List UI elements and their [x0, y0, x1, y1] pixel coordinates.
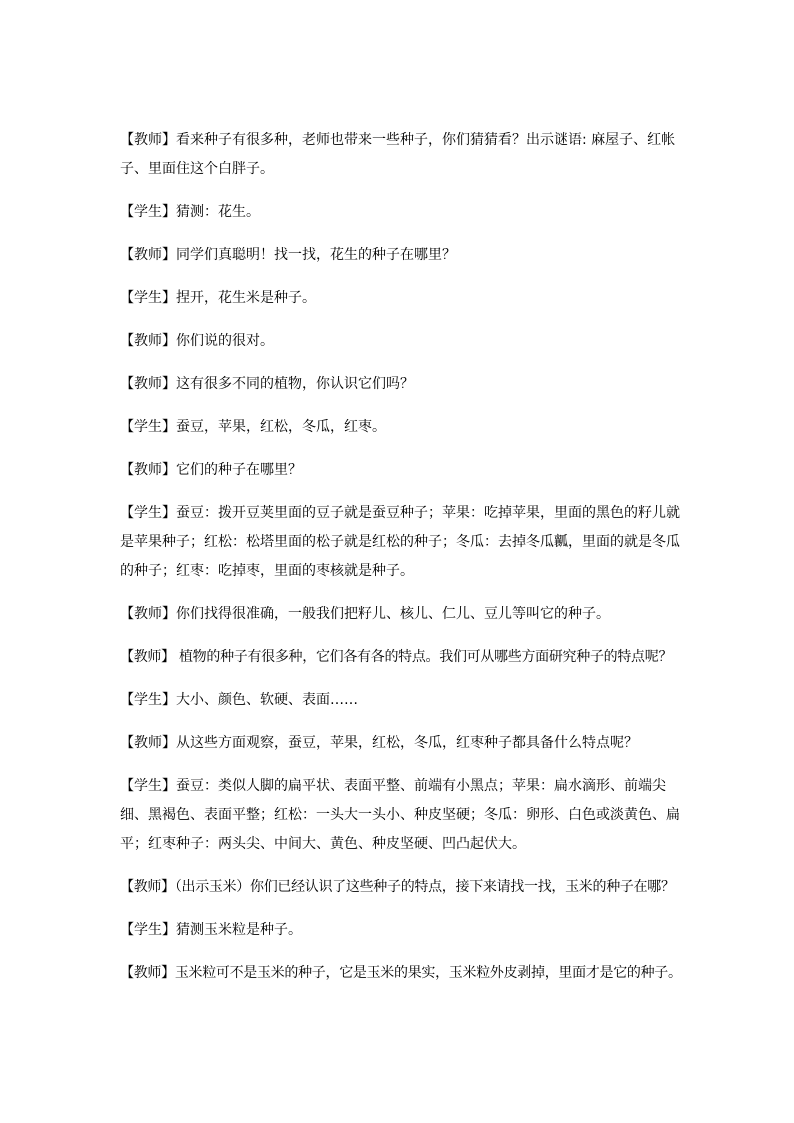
dialogue-paragraph [120, 916, 686, 945]
dialogue-paragraph [120, 198, 686, 227]
paragraph-text: 植物的种子有很多种，它们各有各的特点。我们可从哪些方面研究种子的特点呢？ [174, 649, 673, 665]
paragraph-text: （出示玉米）你们已经认识了这些种子的特点，接下来请找一找，玉米的种子在哪？ [174, 879, 675, 895]
paragraph-text: 你们找得很准确，一般我们把籽儿、核儿、仁儿、豆儿等叫它的种子。 [176, 606, 610, 622]
dialogue-paragraph [120, 686, 686, 715]
paragraph-text: 你们说的很对。 [176, 333, 274, 349]
speaker-label: 【教师】 [120, 965, 175, 981]
paragraph-text: 大小、颜色、软硬、表面…… [176, 692, 358, 708]
dialogue-paragraph [120, 456, 686, 485]
dialogue-paragraph [120, 499, 686, 586]
paragraph-text: 玉米粒可不是玉米的种子，它是玉米的果实，玉米粒外皮剥掉，里面才是它的种子。 [174, 965, 682, 981]
dialogue-paragraph [120, 370, 686, 399]
dialogue-paragraph [120, 729, 686, 758]
paragraph-text: 看来种子有很多种，老师也带来一些种子，你们猜猜看？出示谜语: 麻屋子、红帐子、里面住这个白胖子。 [120, 132, 676, 177]
speaker-label: 【教师】 [120, 247, 176, 263]
paragraph-text: 猜测：花生。 [176, 204, 260, 220]
dialogue-paragraph [120, 413, 686, 442]
speaker-label: 【学生】 [120, 922, 176, 938]
dialogue-paragraph [120, 772, 686, 859]
speaker-label: 【教师】 [120, 649, 175, 665]
dialogue-paragraph [120, 126, 686, 184]
paragraph-text: 这有很多不同的植物，你认识它们吗？ [176, 376, 414, 392]
paragraph-text: 捏开，花生米是种子。 [176, 290, 316, 306]
paragraph-text: 蚕豆：拨开豆荚里面的豆子就是蚕豆种子；苹果：吃掉苹果，里面的黑色的籽儿就是苹果种子；红松：松塔里面的松子就是红松的种子；冬瓜：去掉冬瓜瓤，里面的就是冬瓜的种子；红枣：吃掉枣，里面的枣核就是种子。 [120, 505, 680, 579]
paragraph-text: 从这些方面观察，蚕豆，苹果，红松，冬瓜，红枣种子都具备什么特点呢？ [176, 735, 638, 751]
dialogue-paragraph [120, 284, 686, 313]
dialogue-paragraph [120, 600, 686, 629]
paragraph-text: 蚕豆：类似人脚的扁平状、表面平整、前端有小黑点；苹果：扁水滴形、前端尖细、黑褐色、表面平整；红松：一头大一头小、种皮坚硬；冬瓜：卵形、白色或淡黄色、扁平；红枣种子：两头尖、中间大、黄色、种皮坚硬、凹凸起伏大。 [120, 778, 680, 852]
speaker-label: 【教师】 [120, 606, 176, 622]
paragraph-text: 猜测玉米粒是种子。 [176, 922, 302, 938]
dialogue-body [120, 126, 686, 1002]
speaker-label: 【教师】 [120, 333, 176, 349]
dialogue-paragraph [120, 959, 686, 988]
dialogue-paragraph [120, 643, 686, 672]
speaker-label: 【学生】 [120, 204, 176, 220]
speaker-label: 【教师】 [120, 132, 176, 148]
speaker-label: 【学生】 [120, 778, 176, 794]
speaker-label: 【学生】 [120, 419, 176, 435]
paragraph-text: 它们的种子在哪里？ [176, 462, 302, 478]
speaker-label: 【教师】 [120, 735, 176, 751]
speaker-label: 【教师】 [120, 376, 176, 392]
dialogue-paragraph [120, 327, 686, 356]
speaker-label: 【学生】 [120, 290, 176, 306]
paragraph-text: 蚕豆，苹果，红松，冬瓜，红枣。 [176, 419, 386, 435]
speaker-label: 【教师】 [120, 879, 175, 895]
speaker-label: 【学生】 [120, 505, 176, 521]
dialogue-paragraph [120, 241, 686, 270]
speaker-label: 【教师】 [120, 462, 176, 478]
dialogue-paragraph [120, 873, 686, 902]
speaker-label: 【学生】 [120, 692, 176, 708]
paragraph-text: 同学们真聪明！找一找，花生的种子在哪里？ [176, 247, 456, 263]
